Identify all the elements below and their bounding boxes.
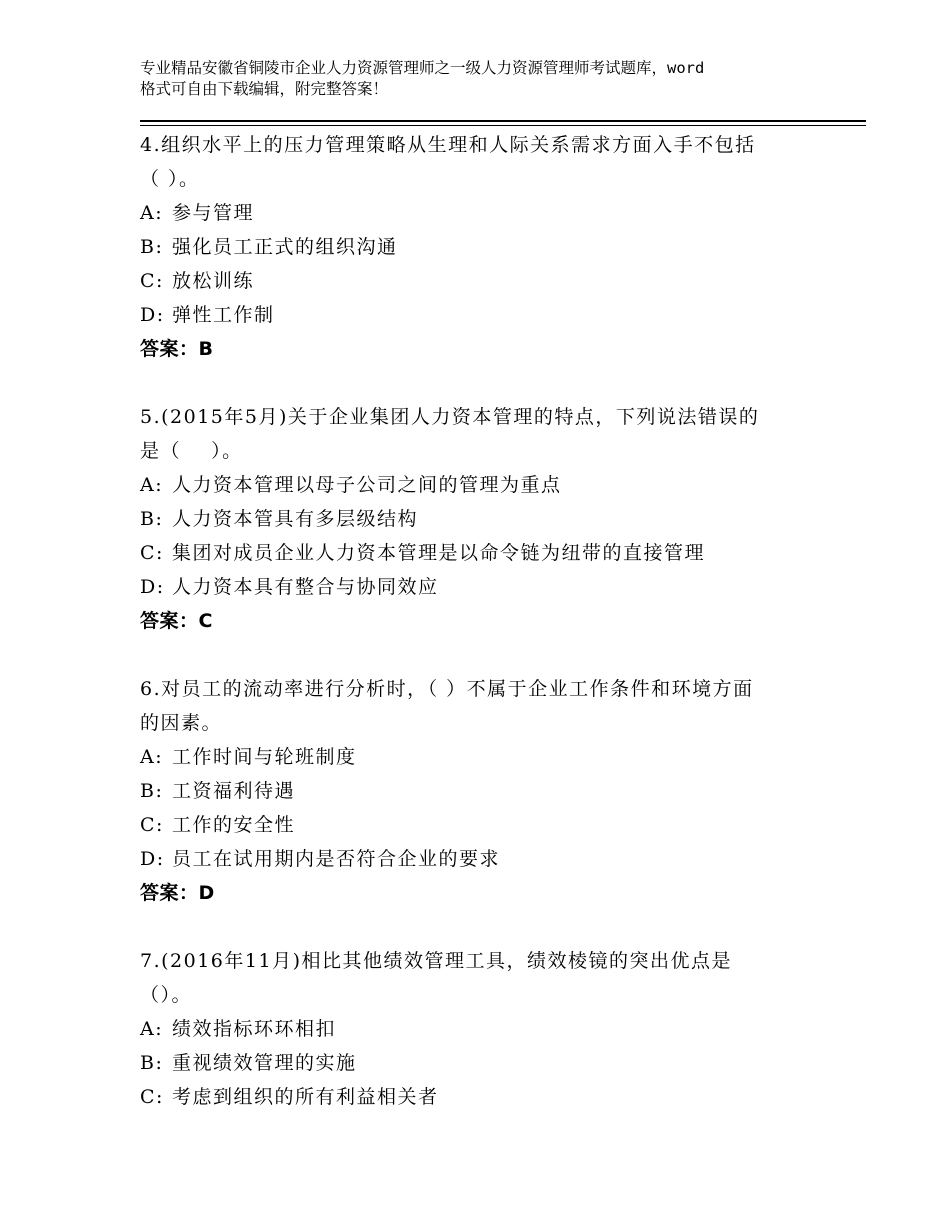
answer-label: 答案：B <box>140 338 214 360</box>
option-text: 弹性工作制 <box>172 304 275 326</box>
question-4 <box>140 128 866 366</box>
option-text: 工作的安全性 <box>172 814 296 836</box>
question-7 <box>140 944 866 1114</box>
option-text: 考虑到组织的所有利益相关者 <box>172 1086 439 1108</box>
question-stem-continued: （ ）。 <box>140 168 200 190</box>
option-text: 强化员工正式的组织沟通 <box>172 236 398 258</box>
option-letter: B: <box>140 780 164 802</box>
question-stem: 6.对员工的流动率进行分析时，（ ）不属于企业工作条件和环境方面 <box>140 678 754 700</box>
option-letter: C: <box>140 1086 164 1108</box>
option-text: 放松训练 <box>172 270 255 292</box>
question-stem-continued: 的因素。 <box>140 712 223 734</box>
option-text: 重视绩效管理的实施 <box>172 1052 357 1074</box>
option-b <box>140 774 866 808</box>
question-list <box>140 128 866 1114</box>
question-stem: 5.(2015年5月)关于企业集团人力资本管理的特点，下列说法错误的 <box>140 406 760 428</box>
answer-label: 答案：D <box>140 882 215 904</box>
option-b <box>140 1046 866 1080</box>
answer-label: 答案：C <box>140 610 213 632</box>
option-b <box>140 230 866 264</box>
option-d <box>140 842 866 876</box>
option-text: 人力资本具有整合与协同效应 <box>172 576 439 598</box>
option-d <box>140 298 866 332</box>
option-c <box>140 264 866 298</box>
option-text: 工作时间与轮班制度 <box>172 746 357 768</box>
option-letter: D: <box>140 848 165 870</box>
option-text: 人力资本管具有多层级结构 <box>172 508 419 530</box>
option-a <box>140 468 866 502</box>
option-letter: B: <box>140 1052 164 1074</box>
option-c <box>140 1080 866 1114</box>
option-letter: C: <box>140 270 164 292</box>
option-a <box>140 740 866 774</box>
option-d <box>140 570 866 604</box>
option-letter: D: <box>140 576 165 598</box>
header-divider-thin <box>140 125 866 126</box>
question-spacer <box>140 638 866 672</box>
option-letter: C: <box>140 542 164 564</box>
option-letter: A: <box>140 202 164 224</box>
option-letter: B: <box>140 236 164 258</box>
option-text: 绩效指标环环相扣 <box>172 1018 337 1040</box>
option-text: 参与管理 <box>172 202 255 224</box>
option-text: 员工在试用期内是否符合企业的要求 <box>172 848 501 870</box>
question-6 <box>140 672 866 910</box>
option-text: 人力资本管理以母子公司之间的管理为重点 <box>172 474 562 496</box>
option-letter: C: <box>140 814 164 836</box>
question-5 <box>140 400 866 638</box>
document-header <box>140 58 840 100</box>
question-spacer <box>140 910 866 944</box>
question-stem-continued: 是（ ）。 <box>140 440 243 462</box>
header-divider-thick <box>140 120 866 122</box>
option-c <box>140 808 866 842</box>
question-stem: 7.(2016年11月)相比其他绩效管理工具，绩效棱镜的突出优点是 <box>140 950 732 972</box>
option-a <box>140 196 866 230</box>
option-letter: D: <box>140 304 165 326</box>
option-c <box>140 536 866 570</box>
option-letter: B: <box>140 508 164 530</box>
option-letter: A: <box>140 474 164 496</box>
option-b <box>140 502 866 536</box>
header-line-1: 专业精品安徽省铜陵市企业人力资源管理师之一级人力资源管理师考试题库，word <box>140 59 705 77</box>
question-stem: 4.组织水平上的压力管理策略从生理和人际关系需求方面入手不包括 <box>140 134 756 156</box>
option-letter: A: <box>140 746 164 768</box>
question-stem-continued: （）。 <box>140 984 193 1006</box>
option-a <box>140 1012 866 1046</box>
option-letter: A: <box>140 1018 164 1040</box>
question-spacer <box>140 366 866 400</box>
option-text: 集团对成员企业人力资本管理是以命令链为纽带的直接管理 <box>172 542 706 564</box>
option-text: 工资福利待遇 <box>172 780 296 802</box>
header-line-2: 格式可自由下载编辑，附完整答案！ <box>140 80 389 98</box>
